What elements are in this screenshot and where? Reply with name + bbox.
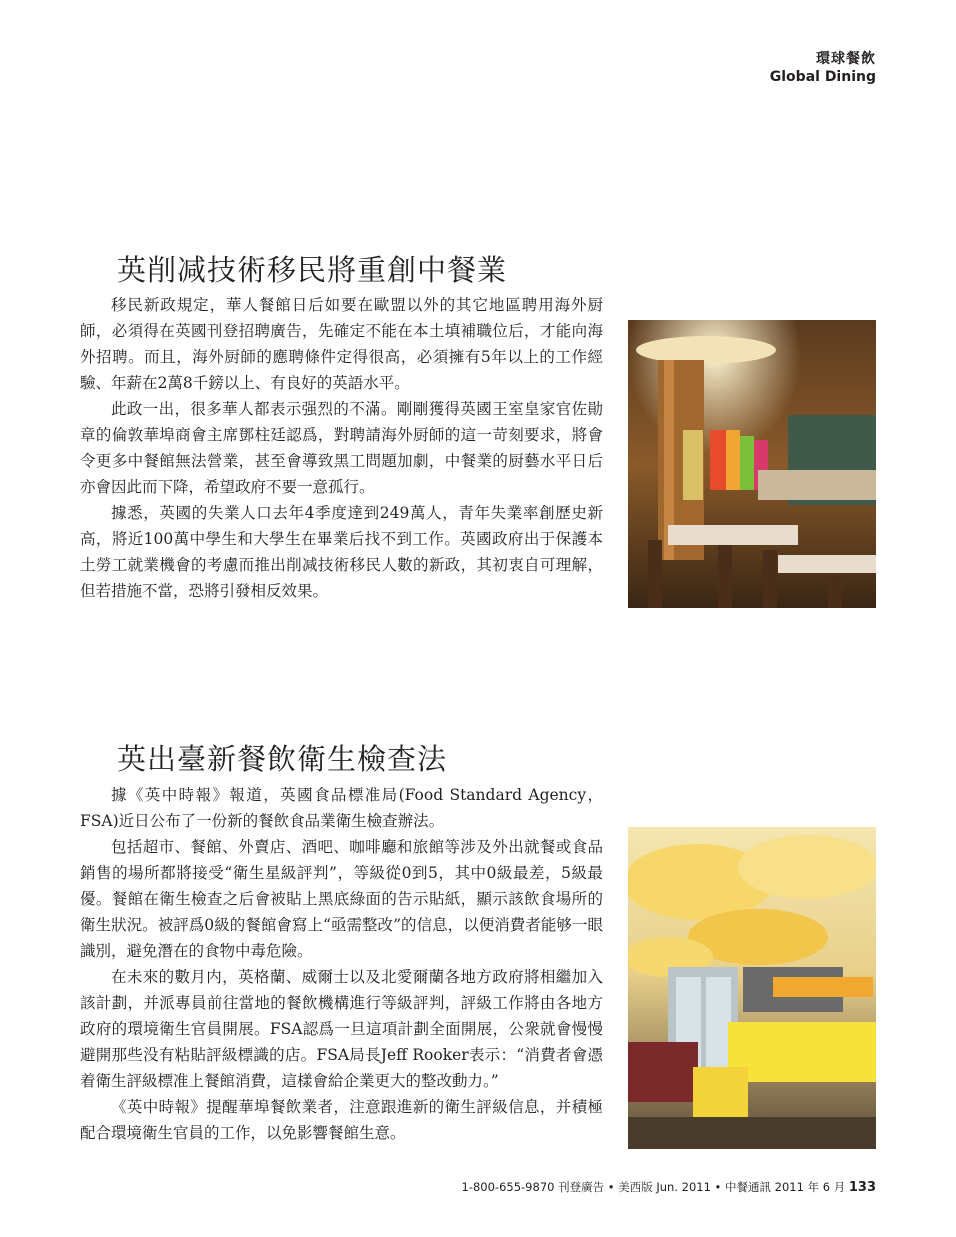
article1-paragraph: 移民新政規定，華人餐館日后如要在歐盟以外的其它地區聘用海外厨師，必須得在英國刊登招聘廣告，先確定不能在本土填補職位后，才能向海外招聘。而且，海外厨師的應聘條件定得很高，必須擁有5年以上的工作經驗、年薪在2萬8千鎊以上、有良好的英語水平。: [80, 296, 603, 392]
article2-body: [80, 782, 603, 1146]
article1-body: [80, 292, 603, 604]
dining-room-photo: [628, 827, 876, 1149]
footer-text: 1-800-655-9870 刊登廣告 • 美西版 Jun. 2011 • 中餐通訊 2011 年 6 月: [461, 1180, 846, 1194]
article2-paragraph: 《英中時報》提醒華埠餐飲業者，注意跟進新的衛生評級信息，并積極配合環境衛生官員的工作，以免影響餐館生意。: [80, 1098, 603, 1142]
article2-title: 英出臺新餐飲衛生檢查法: [117, 742, 448, 776]
page-number: 133: [848, 1180, 876, 1195]
page-footer: [462, 1179, 876, 1195]
article2-paragraph: 包括超市、餐館、外賣店、酒吧、咖啡廳和旅館等涉及外出就餐或食品銷售的場所都將接受“衛生星級評判”，等級從0到5，其中0級最差，5級最優。餐館在衛生檢查之后會被貼上黑底綠面的告示貼紙，顯示該飲食場所的衛生狀況。被評爲0級的餐館會寫上“亟需整改”的信息，以便消費者能够一眼識別，避免潛在的食物中毒危險。: [80, 838, 603, 960]
article2-paragraph: 據《英中時報》報道，英國食品標准局(Food Standard Agency，FSA)近日公布了一份新的餐飲食品業衛生檢查辦法。: [80, 786, 603, 830]
article1-paragraph: 此政一出，很多華人都表示强烈的不滿。剛剛獲得英國王室皇家官佐勛章的倫敦華埠商會主席鄧柱廷認爲，對聘請海外厨師的這一苛刻要求，將會令更多中餐館無法營業，甚至會導致黑工問題加劇，中餐業的厨藝水平日后亦會因此而下降，希望政府不要一意孤行。: [80, 400, 603, 496]
section-title-en: Global Dining: [769, 69, 876, 85]
article1-paragraph: 據悉，英國的失業人口去年4季度達到249萬人，青年失業率創歷史新高，將近100萬中學生和大學生在畢業后找不到工作。英國政府出于保護本土勞工就業機會的考慮而推出削减技術移民人數的新政，其初衷自可理解，但若措施不當，恐將引發相反效果。: [80, 504, 603, 600]
article2-paragraph: 在未來的數月内，英格蘭、威爾士以及北愛爾蘭各地方政府將相繼加入該計劃，并派專員前往當地的餐飲機構進行等級評判，評級工作將由各地方政府的環境衛生官員開展。FSA認爲一旦這項計劃全面開展，公衆就會慢慢避開那些没有粘貼評級標識的店。FSA局長Jeff Rooker表示：“消費者會憑着衛生評級標准上餐館消費，這樣會給企業更大的整改動力。”: [80, 968, 603, 1090]
restaurant-interior-photo: [628, 320, 876, 608]
article1-title: 英削减技術移民將重創中餐業: [117, 253, 508, 287]
section-title-zh: 環球餐飲: [816, 51, 876, 67]
section-header: [770, 50, 876, 86]
